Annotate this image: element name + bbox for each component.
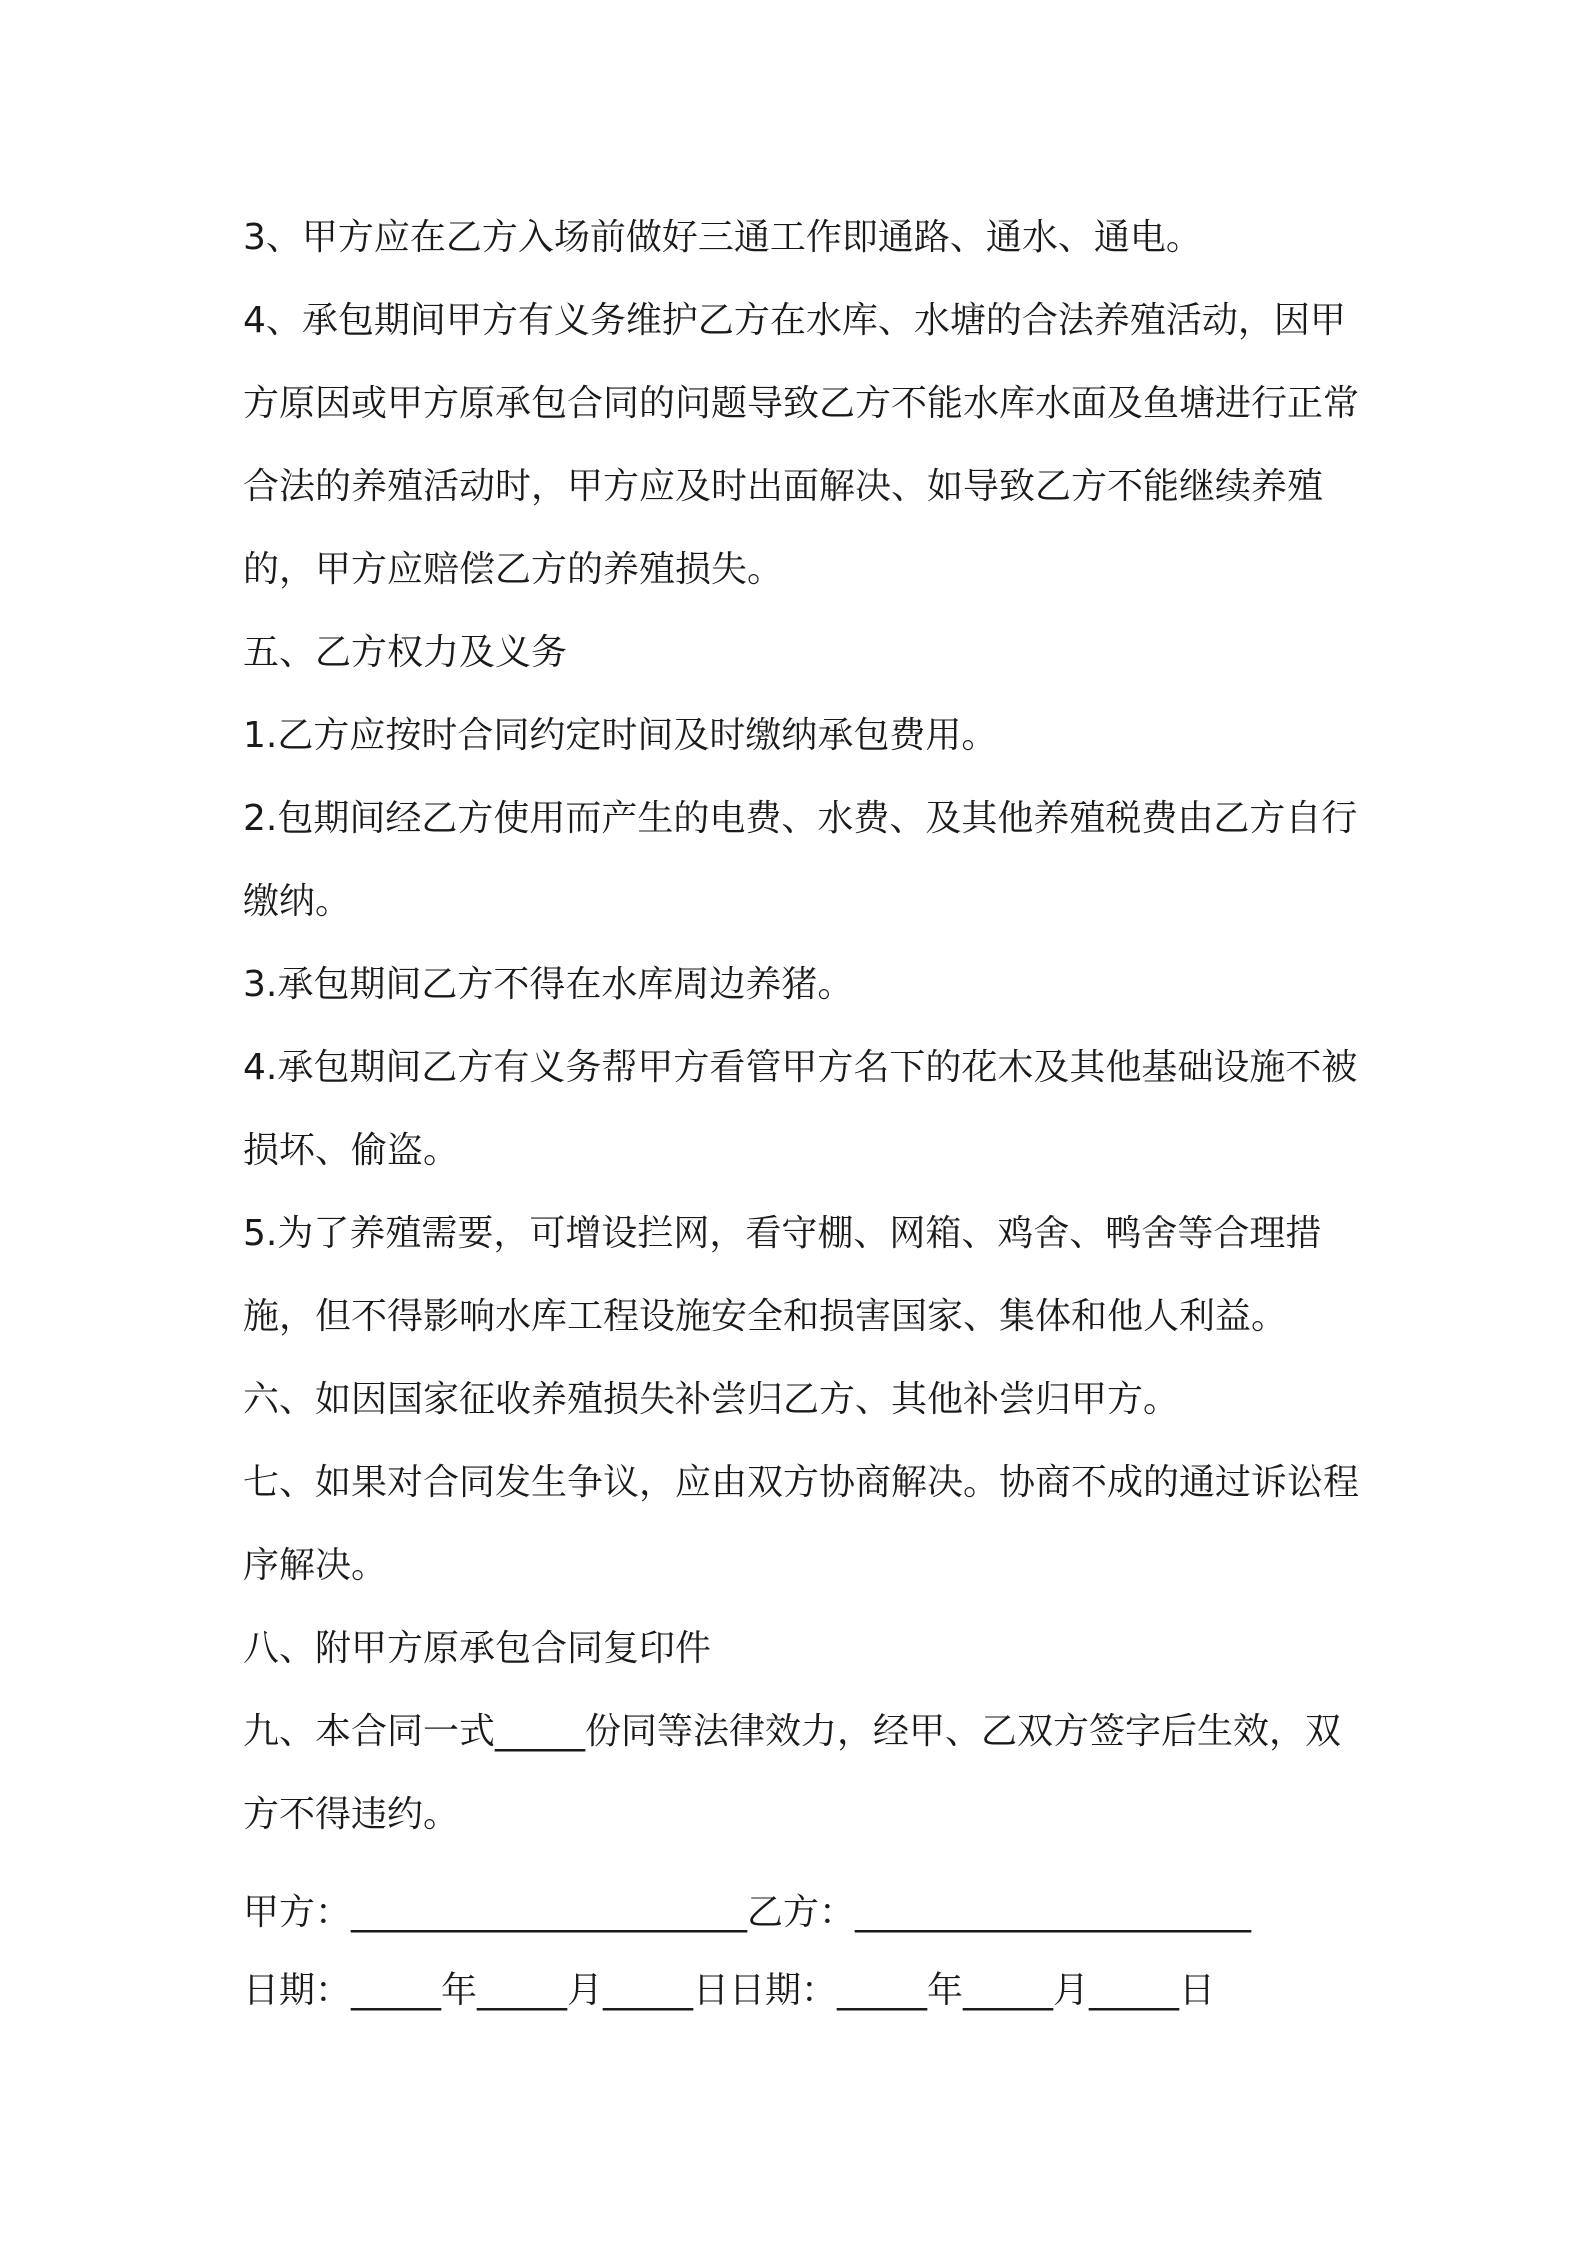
signature-party-line: 甲方：______________________乙方：______________________ [243,1892,1252,1933]
signature-date-line: 日期：_____年_____月_____日日期：_____年_____月_____日 [243,1970,1216,2011]
section-5-heading: 五、乙方权力及义务 [243,632,568,673]
clause-5-2-utility-fees: 2.包期间经乙方使用而产生的电费、水费、及其他养殖税费由乙方自行缴纳。 [243,798,1358,922]
section-9-copies-validity: 九、本合同一式_____份同等法律效力，经甲、乙双方签字后生效，双方不得违约。 [243,1711,1342,1835]
clause-5-1-fee-payment: 1.乙方应按时合同约定时间及时缴纳承包费用。 [243,715,998,756]
section-8-attachment: 八、附甲方原承包合同复印件 [243,1628,712,1669]
section-6-compensation: 六、如因国家征收养殖损失补尝归乙方、其他补尝归甲方。 [243,1379,1180,1420]
clause-3-three-connections: 3、甲方应在乙方入场前做好三通工作即通路、通水、通电。 [243,217,1202,258]
clause-5-5-facilities: 5.为了养殖需要，可增设拦网，看守棚、网箱、鸡舍、鸭舍等合理措施，但不得影响水库工程设施安全和损害国家、集体和他人利益。 [243,1213,1322,1337]
clause-4-party-a-obligations: 4、承包期间甲方有义务维护乙方在水库、水塘的合法养殖活动，因甲方原因或甲方原承包合同的问题导致乙方不能水库水面及鱼塘进行正常合法的养殖活动时，甲方应及时出面解决、如导致乙方不能继续养殖的，甲方应赔偿乙方的养殖损失。 [243,300,1360,590]
clause-5-3-no-pig-farming: 3.承包期间乙方不得在水库周边养猪。 [243,964,854,1005]
contract-body [243,196,1359,1856]
section-7-disputes: 七、如果对合同发生争议，应由双方协商解决。协商不成的通过诉讼程序解决。 [243,1462,1360,1586]
clause-5-4-custody-duty: 4.承包期间乙方有义务帮甲方看管甲方名下的花木及其他基础设施不被损坏、偷盗。 [243,1047,1358,1171]
